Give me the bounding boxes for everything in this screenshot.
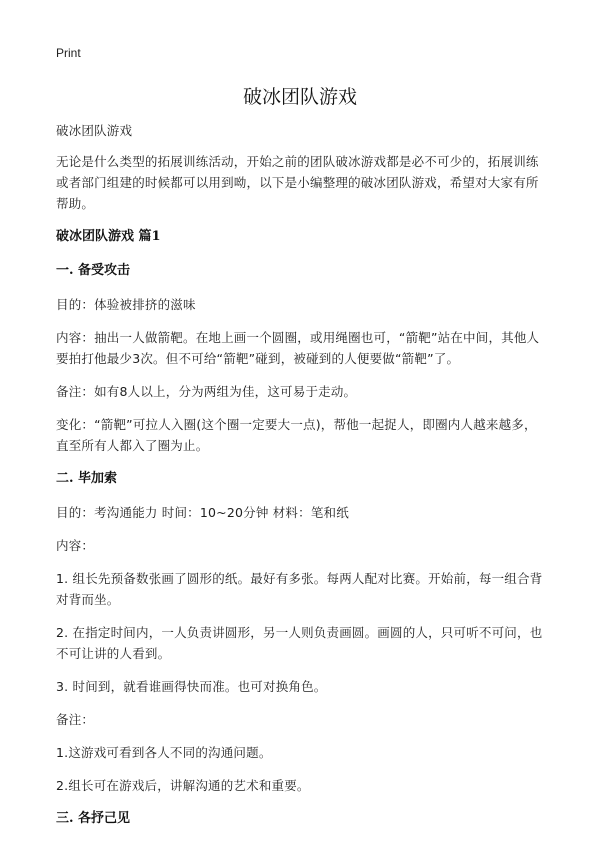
section-paragraph: 2. 在指定时间内，一人负责讲圆形，另一人则负责画圆。画圆的人，只可听不可问，也不可让讲的人看到。 bbox=[56, 625, 543, 661]
section-paragraph: 内容： bbox=[56, 538, 95, 553]
section-paragraph: 变化：“箭靶”可拉人入圈(这个圈一定要大一点)，帮他一起捉人，即圈内人越来越多，直至所有人都入了圈为止。 bbox=[56, 417, 537, 453]
section-paragraph: 1. 组长先预备数张画了圆形的纸。最好有多张。每两人配对比赛。开始前，每一组合背对背而坐。 bbox=[56, 571, 543, 607]
part-heading: 破冰团队游戏 篇1 bbox=[56, 229, 161, 244]
section-paragraph: 目的：考沟通能力 时间：10~20分钟 材料：笔和纸 bbox=[56, 505, 349, 520]
document-body bbox=[56, 120, 548, 842]
section-paragraph: 目的：体验被排挤的滋味 bbox=[56, 297, 196, 312]
section-heading: 一. 备受攻击 bbox=[56, 263, 131, 278]
section-paragraph: 2.组长可在游戏后，讲解沟通的艺术和重要。 bbox=[56, 778, 310, 793]
section-paragraph: 内容：抽出一人做箭靶。在地上画一个圆圈，或用绳圈也可，“箭靶”站在中间，其他人要拍打他最少3次。但不可给“箭靶”碰到，被碰到的人便要做“箭靶”了。 bbox=[56, 330, 540, 366]
document-subtitle: 破冰团队游戏 bbox=[56, 123, 133, 138]
document-title: 破冰团队游戏 bbox=[242, 86, 357, 108]
print-link[interactable]: Print bbox=[56, 46, 81, 60]
section-paragraph: 备注：如有8人以上，分为两组为佳，这可易于走动。 bbox=[56, 384, 357, 399]
section-paragraph: 备注： bbox=[56, 712, 95, 727]
section-heading: 二. 毕加索 bbox=[56, 471, 118, 486]
section-heading: 三. 各抒己见 bbox=[56, 811, 131, 826]
section-paragraph: 1.这游戏可看到各人不同的沟通问题。 bbox=[56, 745, 272, 760]
section-paragraph: 3. 时间到，就看谁画得快而准。也可对换角色。 bbox=[56, 679, 327, 694]
intro-paragraph: 无论是什么类型的拓展训练活动，开始之前的团队破冰游戏都是必不可少的，拓展训练或者部门组建的时候都可以用到呦，以下是小编整理的破冰团队游戏，希望对大家有所帮助。 bbox=[56, 154, 539, 211]
